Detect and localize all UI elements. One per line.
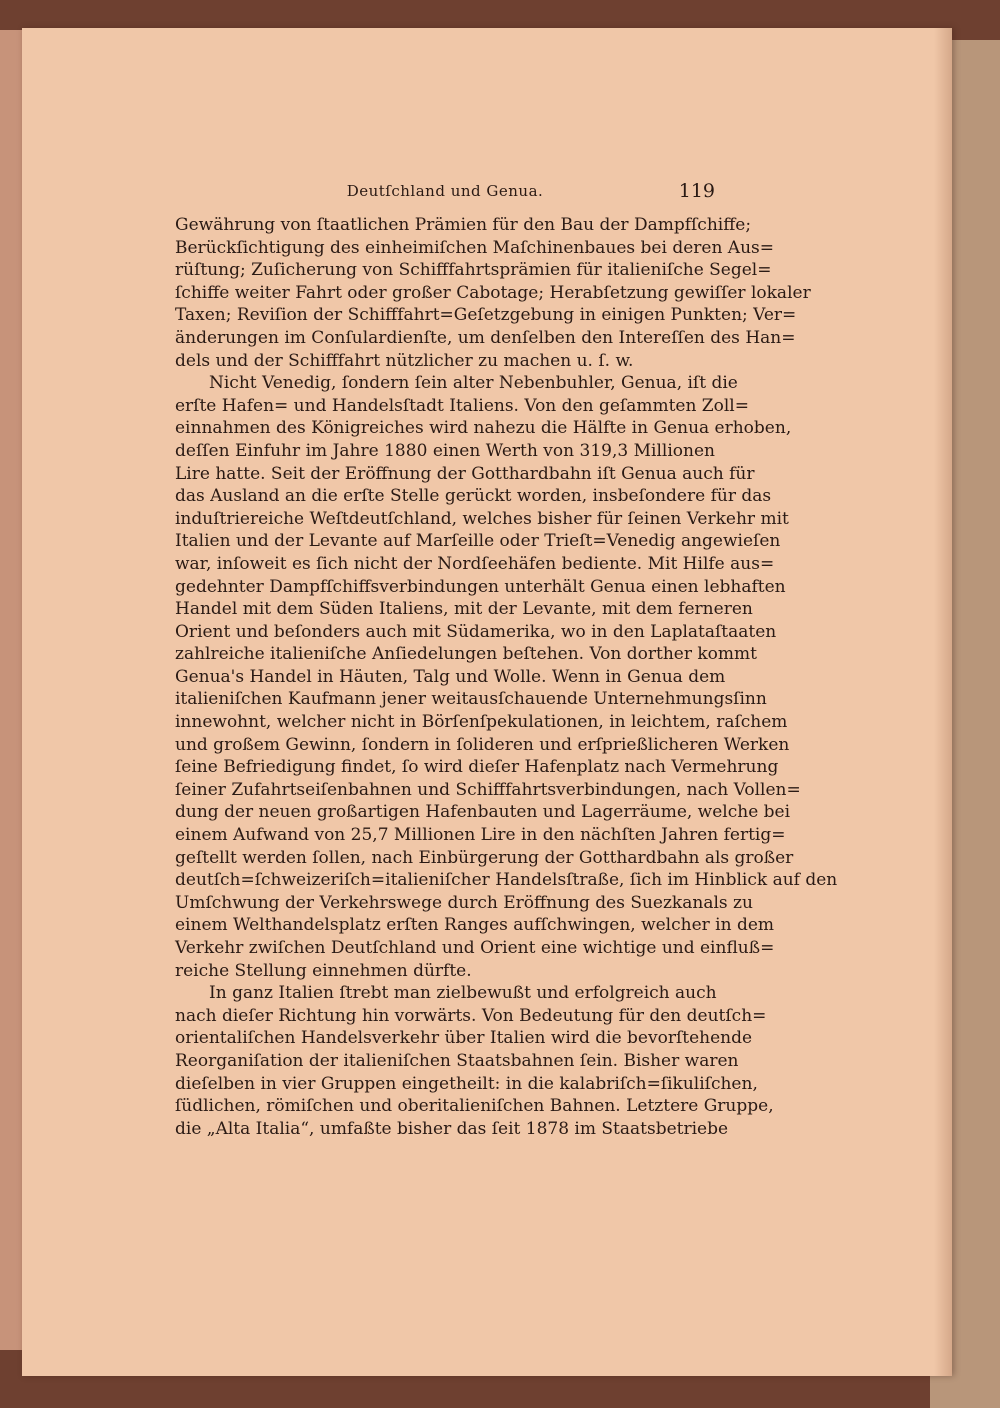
facing-page-edge (0, 30, 24, 1350)
text-line: ſchiffe weiter Fahrt oder großer Cabotage; Herabſetzung gewiſſer lokaler (175, 282, 811, 303)
paragraph (175, 372, 838, 982)
text-line: Verkehr zwiſchen Deutſchland und Orient eine wichtige und einfluß= (175, 938, 775, 958)
text-line: einnahmen des Königreiches wird nahezu die Hälfte in Genua erhoben, (175, 418, 792, 439)
text-line: Taxen; Reviſion der Schifffahrt=Geſetzgebung in einigen Punkten; Ver= (175, 305, 797, 326)
text-line: deſſen Einfuhr im Jahre 1880 einen Werth von 319,3 Millionen (175, 440, 715, 461)
text-line: zahlreiche italieniſche Anſiedelungen beſtehen. Von dorther kommt (175, 644, 757, 665)
text-line: rüſtung; Zuſicherung von Schifffahrtsprämien für italieniſche Segel= (175, 260, 772, 281)
text-line: Lire hatte. Seit der Eröffnung der Gotthardbahn iſt Genua auch für (175, 463, 755, 484)
text-line: war, inſoweit es ſich nicht der Nordſeehäfen bediente. Mit Hilfe aus= (175, 553, 775, 574)
text-line: In ganz Italien ſtrebt man zielbewußt und erfolgreich auch (209, 983, 717, 1004)
text-line: induſtriereiche Weſtdeutſchland, welches bisher für ſeinen Verkehr mit (175, 508, 789, 529)
body-text (175, 214, 838, 1140)
page-number: 119 (678, 180, 715, 202)
text-line: innewohnt, welcher nicht in Börſenſpekulationen, in leichtem, raſchem (175, 712, 788, 733)
text-line: einem Aufwand von 25,7 Millionen Lire in den nächſten Jahren fertig= (175, 825, 786, 846)
text-line: Berückſichtigung des einheimiſchen Maſchinenbaues bei deren Aus= (175, 237, 774, 258)
text-line: einem Welthandelsplatz erſten Ranges aufſchwingen, welcher in dem (175, 915, 775, 936)
text-line: dieſelben in vier Gruppen eingetheilt: in die kalabriſch=ſikuliſchen, (175, 1073, 758, 1094)
text-line: Italien und der Levante auf Marſeille oder Trieſt=Venedig angewieſen (175, 531, 781, 552)
text-line: deutſch=ſchweizeriſch=italieniſcher Handelsſtraße, ſich im Hinblick auf den (175, 870, 838, 891)
text-line: Handel mit dem Süden Italiens, mit der Levante, mit dem ferneren (175, 599, 753, 620)
text-line: und großem Gewinn, ſondern in ſolideren und erſprießlicheren Werken (175, 734, 790, 755)
text-line: änderungen im Conſulardienſte, um denſelben den Intereſſen des Han= (175, 327, 796, 348)
text-line: dung der neuen großartigen Hafenbauten und Lagerräume, welche bei (175, 802, 791, 823)
running-head (175, 182, 715, 208)
running-title: Deutſchland und Genua. (346, 182, 544, 200)
text-line: die „Alta Italia“, umfaßte bisher das ſeit 1878 im Staatsbetriebe (175, 1118, 729, 1139)
text-line: reiche Stellung einnehmen dürfte. (175, 960, 472, 981)
text-line: italieniſchen Kaufmann jener weitausſchauende Unternehmungsſinn (175, 689, 767, 710)
text-line: orientaliſchen Handelsverkehr über Italien wird die bevorſtehende (175, 1028, 753, 1049)
text-line: Nicht Venedig, ſondern ſein alter Nebenbuhler, Genua, iſt die (209, 373, 738, 394)
text-line: Orient und beſonders auch mit Südamerika, wo in den Laplataſtaaten (175, 621, 777, 642)
text-line: ſeine Befriedigung findet, ſo wird dieſer Hafenplatz nach Vermehrung (175, 757, 779, 778)
text-line: gedehnter Dampfſchiffsverbindungen unterhält Genua einen lebhaften (175, 576, 786, 597)
text-line: dels und der Schifffahrt nützlicher zu machen u. ſ. w. (175, 350, 634, 371)
text-line: Reorganiſation der italieniſchen Staatsbahnen ſein. Bisher waren (175, 1050, 739, 1071)
text-line: geſtellt werden ſollen, nach Einbürgerung der Gotthardbahn als großer (175, 847, 794, 868)
text-line: ſeiner Zufahrtseiſenbahnen und Schifffahrtsverbindungen, nach Vollen= (175, 779, 801, 800)
text-line: Gewährung von ſtaatlichen Prämien für den Bau der Dampfſchiffe; (175, 215, 752, 235)
text-line: das Ausland an die erſte Stelle gerückt worden, insbeſondere für das (175, 486, 772, 507)
paragraph (175, 214, 811, 372)
text-line: nach dieſer Richtung hin vorwärts. Von Bedeutung für den deutſch= (175, 1005, 767, 1026)
text-line: erſte Hafen= und Handelsſtadt Italiens. Von den geſammten Zoll= (175, 395, 749, 416)
text-line: Umſchwung der Verkehrswege durch Eröffnung des Suezkanals zu (175, 892, 753, 913)
text-line: Genua's Handel in Häuten, Talg und Wolle. Wenn in Genua dem (175, 666, 726, 687)
paragraph (175, 982, 774, 1140)
text-line: ſüdlichen, römiſchen und oberitalieniſchen Bahnen. Letztere Gruppe, (175, 1096, 774, 1117)
